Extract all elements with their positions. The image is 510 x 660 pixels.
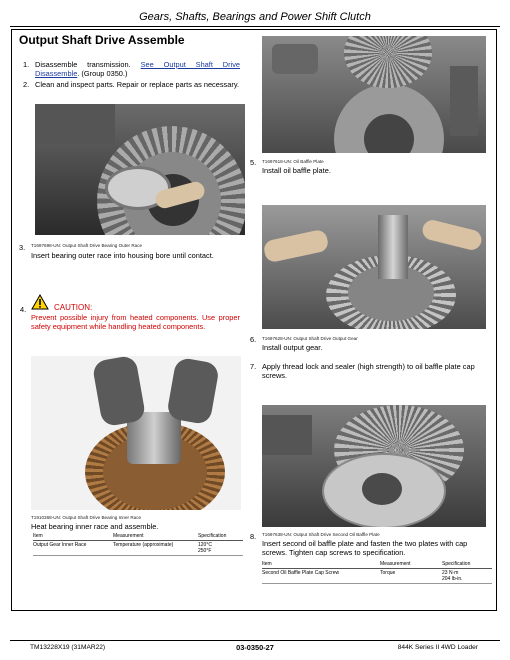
table-1-header-measurement: Measurement [113, 533, 144, 539]
footer-model: 844K Series II 4WD Loader [397, 644, 478, 651]
step-8-number: 8. [250, 532, 257, 541]
table-1-spec-2: 250°F [198, 548, 212, 554]
photo-bearing-outer-race [35, 104, 245, 235]
table-1-header-item: Item [33, 533, 43, 539]
table-1-item: Output Gear Inner Race [33, 542, 87, 548]
table-1-header-specification: Specification [198, 533, 227, 539]
photo-oil-baffle-plate [262, 36, 486, 153]
step-1-link[interactable]: See Output Shaft Drive Disassemble [35, 60, 240, 78]
table-row [262, 569, 492, 584]
table-2-header-measurement: Measurement [380, 561, 411, 567]
step-2-text: Clean and inspect parts. Repair or replace parts as necessary. [35, 80, 240, 89]
table-2-item: Second Oil Baffle Plate Cap Screw [262, 570, 340, 576]
step-5-caption: T1697618-UN: Oil Baffle Plate [262, 159, 324, 164]
table-2-measurement: Torque [380, 570, 396, 576]
step-4-number: 4. [20, 305, 27, 314]
table-2-spec [442, 570, 492, 582]
step-3-text: Insert bearing outer race into housing bore until contact. [31, 251, 214, 260]
step-3-number: 3. [19, 243, 26, 252]
table-2-header-specification: Specification [442, 561, 471, 567]
table-row [33, 541, 243, 556]
step-4-text: Heat bearing inner race and assemble. [31, 522, 159, 531]
caution-text: Prevent possible injury from heated components. Use proper safety equipment while handling heated components. [31, 313, 240, 331]
spec-table-1 [33, 532, 243, 556]
step-1-text [35, 60, 240, 78]
step-5-number: 5. [250, 158, 257, 167]
step-6-caption: T1697628-UN: Output Shaft Drive Output Gear [262, 336, 358, 341]
step-1-post: . (Group 0350.) [77, 69, 128, 78]
table-2-spec-2: 204 lb-in. [442, 576, 463, 582]
table-1-measurement: Temperature (approximate) [113, 542, 174, 548]
photo-output-gear [262, 205, 486, 329]
page-header [10, 8, 500, 27]
table-1-spec-1: 120°C [198, 542, 212, 548]
step-3-caption: T1697698-UN: Output Shaft Drive Bearing Outer Race [31, 243, 143, 248]
caution-warning-icon [31, 294, 49, 310]
step-7-number: 7. [250, 362, 257, 371]
footer-doc-id: TM13228X19 (31MAR22) [30, 644, 106, 651]
table-1-header-row [33, 532, 243, 541]
step-7-text: Apply thread lock and sealer (high strength) to oil baffle plate cap screws. [262, 362, 475, 380]
section-title: Output Shaft Drive Assemble [19, 33, 185, 47]
table-2-header-item: Item [262, 561, 272, 567]
table-2-header-row [262, 560, 492, 569]
caution-title: CAUTION: [54, 303, 93, 312]
photo-second-oil-baffle-plate [262, 405, 486, 527]
step-5-text: Install oil baffle plate. [262, 166, 331, 175]
step-6-number: 6. [250, 335, 257, 344]
step-8-text: Insert second oil baffle plate and fasten the two plates with cap screws. Tighten cap screws to specification. [262, 539, 468, 557]
step-8-caption: T1697638-UN: Output Shaft Drive Second Oil Baffle Plate [262, 532, 380, 537]
page-footer [10, 640, 500, 655]
footer-page-number: 03-0350-27 [236, 643, 274, 652]
table-2-spec-1: 23 N·m [442, 570, 459, 576]
table-1-spec [198, 542, 243, 554]
step-2-number: 2. [23, 80, 30, 89]
photo-bearing-inner-race [31, 356, 241, 510]
step-1-number: 1. [23, 60, 30, 69]
header-title: Gears, Shafts, Bearings and Power Shift Clutch [139, 11, 371, 23]
step-6-text: Install output gear. [262, 343, 323, 352]
spec-table-2 [262, 560, 492, 584]
step-1-pre: Disassemble transmission. [35, 60, 131, 69]
step-4-caption: T1910368-UN: Output Shaft Drive Bearing Inner Race [31, 515, 142, 520]
